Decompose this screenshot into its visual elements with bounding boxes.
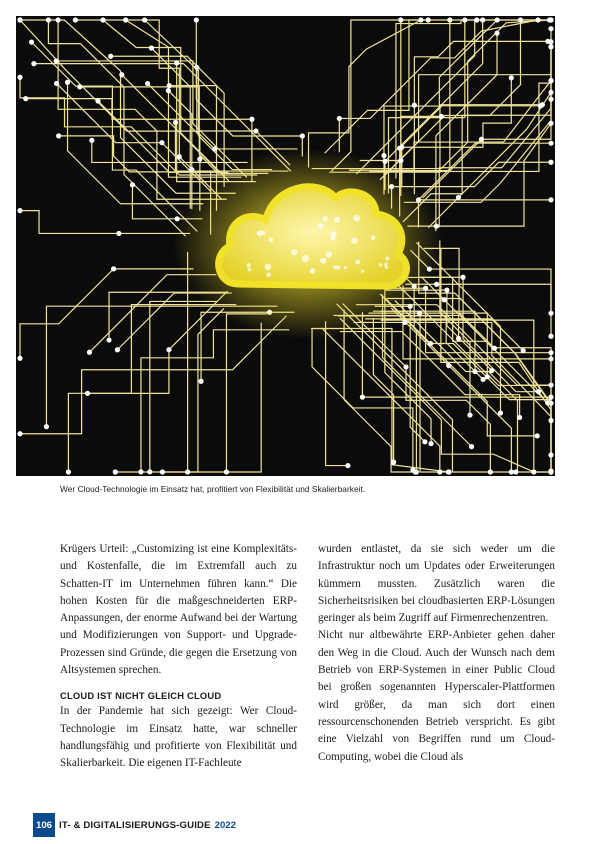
circuit-trace bbox=[150, 301, 217, 471]
circuit-trace bbox=[20, 316, 286, 434]
circuit-pad bbox=[422, 439, 427, 444]
circuit-trace bbox=[366, 319, 524, 351]
page-number: 106 bbox=[33, 813, 55, 837]
circuit-pad bbox=[17, 75, 22, 80]
circuit-pad bbox=[398, 158, 403, 163]
circuit-pad bbox=[360, 395, 365, 400]
publication-title: IT- & DIGITALISIERUNGS-GUIDE bbox=[59, 819, 211, 831]
circuit-pad bbox=[548, 17, 553, 22]
circuit-pad bbox=[513, 469, 518, 474]
circuit-pad bbox=[498, 410, 503, 415]
circuit-pad bbox=[488, 469, 493, 474]
circuit-pad bbox=[119, 72, 124, 77]
circuit-pad bbox=[509, 469, 514, 474]
circuit-pad bbox=[456, 336, 461, 341]
circuit-trace bbox=[145, 20, 272, 170]
circuit-pad bbox=[29, 40, 34, 45]
circuit-pad bbox=[123, 17, 128, 22]
circuit-pad bbox=[439, 114, 444, 119]
circuit-pad bbox=[54, 58, 59, 63]
circuit-pad bbox=[46, 17, 51, 22]
circuit-pad bbox=[17, 431, 22, 436]
circuit-pad bbox=[535, 433, 540, 438]
publication-year: 2022 bbox=[214, 819, 237, 831]
circuit-pad bbox=[391, 460, 396, 465]
circuit-trace bbox=[196, 20, 302, 156]
circuit-pad bbox=[106, 337, 111, 342]
circuit-pad bbox=[17, 356, 22, 361]
cloud-sparkle bbox=[384, 262, 388, 266]
circuit-pad bbox=[142, 17, 147, 22]
circuit-pad bbox=[485, 374, 490, 379]
circuit-pad bbox=[442, 297, 447, 302]
circuit-pad bbox=[194, 17, 199, 22]
cloud-sparkle bbox=[371, 235, 376, 240]
circuit-pad bbox=[194, 65, 199, 70]
circuit-trace bbox=[370, 47, 551, 172]
circuit-pad bbox=[398, 17, 403, 22]
circuit-trace bbox=[197, 67, 290, 164]
circuit-pad bbox=[548, 90, 553, 95]
circuit-pad bbox=[159, 140, 164, 145]
cloud-sparkle bbox=[302, 255, 309, 262]
circuit-pad bbox=[87, 350, 92, 355]
circuit-pad bbox=[185, 469, 190, 474]
circuit-pad bbox=[548, 468, 553, 473]
cloud-sparkle bbox=[361, 270, 364, 273]
circuit-trace bbox=[103, 20, 228, 181]
circuit-pad bbox=[95, 98, 100, 103]
cloud-sparkle bbox=[318, 223, 324, 229]
circuit-pad bbox=[418, 17, 423, 22]
cloud-sparkle bbox=[355, 260, 360, 265]
circuit-pad bbox=[198, 379, 203, 384]
circuit-pad bbox=[548, 334, 553, 339]
circuit-pad bbox=[489, 368, 494, 373]
circuit-pad bbox=[548, 382, 553, 387]
circuit-pad bbox=[108, 54, 113, 59]
circuit-trace bbox=[429, 92, 551, 227]
circuit-pad bbox=[113, 469, 118, 474]
cloud-sparkle bbox=[310, 268, 316, 274]
cloud-sparkle bbox=[268, 237, 273, 242]
circuit-pad bbox=[337, 116, 342, 121]
circuit-pad bbox=[403, 364, 408, 369]
paragraph: Krügers Urteil: „Customizing ist eine Komplexitäts- und Kostenfalle, die im Extremfall auch zu Schatten-IT im Unternehmen führen kann.“ Die hohen Kosten für die maßgeschneiderten ERP-Anpassungen, der enorme Aufwand bei der Wartung und Modifizierungen von Support- und Upgrade-Prozessen sind Gründe, die gegen die Ersetzung von Altsystemen sprechen. bbox=[60, 543, 297, 677]
circuit-trace bbox=[423, 29, 551, 198]
circuit-pad bbox=[100, 17, 105, 22]
circuit-trace bbox=[68, 305, 235, 472]
circuit-pad bbox=[509, 75, 514, 80]
circuit-pad bbox=[382, 159, 387, 164]
circuit-pad bbox=[212, 146, 217, 151]
circuit-pad bbox=[479, 137, 484, 142]
paragraph: wurden entlastet, da sie sich weder um die Infrastruktur noch um Updates oder Erweiterungen kümmern mussten. Zusätzlich waren die Sicherheitsrisiken bei cloudbasierten ERP-Lösungen geringer als beim Zugriff auf Firmenrechenzentren. bbox=[318, 543, 555, 625]
circuit-pad bbox=[518, 17, 523, 22]
circuit-trace bbox=[436, 33, 497, 231]
circuit-pad bbox=[548, 356, 553, 361]
circuit-pad bbox=[444, 288, 449, 293]
section-heading: CLOUD IST NICHT GLEICH CLOUD bbox=[60, 690, 222, 702]
circuit-trace bbox=[122, 75, 268, 174]
circuit-trace bbox=[339, 20, 538, 152]
cloud-sparkle bbox=[291, 249, 297, 255]
circuit-pad bbox=[116, 231, 121, 236]
cloud-sparkle bbox=[326, 251, 332, 257]
circuit-pad bbox=[540, 102, 545, 107]
circuit-pad bbox=[189, 167, 194, 172]
circuit-pad bbox=[65, 80, 70, 85]
image-caption: Wer Cloud-Technologie im Einsatz hat, profitiert von Flexibilität und Skalierbarkeit. bbox=[60, 484, 366, 494]
circuit-pad bbox=[381, 153, 386, 158]
circuit-pad bbox=[531, 469, 536, 474]
circuit-trace bbox=[312, 20, 551, 169]
circuit-trace bbox=[406, 284, 551, 336]
circuit-pad bbox=[173, 120, 178, 125]
circuit-pad bbox=[73, 17, 78, 22]
circuit-trace bbox=[26, 99, 252, 182]
circuit-pad bbox=[447, 17, 452, 22]
circuit-pad bbox=[166, 347, 171, 352]
cloud-sparkle bbox=[320, 258, 326, 264]
article-column-right bbox=[318, 541, 555, 766]
circuit-pad bbox=[17, 17, 22, 22]
cloud-sparkle bbox=[353, 215, 360, 222]
circuit-pad bbox=[426, 17, 431, 22]
circuit-pad bbox=[111, 266, 116, 271]
circuit-pad bbox=[460, 275, 465, 280]
circuit-pad bbox=[77, 84, 82, 89]
circuit-pad bbox=[548, 121, 553, 126]
circuit-pad bbox=[492, 346, 497, 351]
cloud-sparkle bbox=[247, 268, 251, 272]
circuit-pad bbox=[428, 441, 433, 446]
circuit-pad bbox=[548, 97, 553, 102]
circuit-pad bbox=[31, 61, 36, 66]
circuit-pad bbox=[545, 400, 550, 405]
circuit-pad bbox=[147, 469, 152, 474]
circuit-pad bbox=[23, 96, 28, 101]
circuit-trace bbox=[357, 20, 551, 174]
cloud-sparkle bbox=[266, 272, 271, 277]
circuit-trace bbox=[141, 330, 289, 472]
circuit-pad bbox=[17, 208, 22, 213]
circuit-trace bbox=[111, 56, 224, 186]
circuit-pad bbox=[548, 350, 553, 355]
cloud-sparkle bbox=[351, 237, 357, 243]
circuit-pad bbox=[480, 17, 485, 22]
circuit-pad bbox=[446, 469, 451, 474]
circuit-pad bbox=[397, 146, 402, 151]
circuit-pad bbox=[300, 133, 305, 138]
circuit-pad bbox=[428, 341, 433, 346]
circuit-pad bbox=[521, 348, 526, 353]
circuit-pad bbox=[249, 117, 254, 122]
circuit-pad bbox=[85, 391, 90, 396]
circuit-pad bbox=[548, 26, 553, 31]
circuit-pad bbox=[548, 44, 553, 49]
cloud-sparkle bbox=[265, 264, 272, 271]
circuit-pad bbox=[167, 83, 172, 88]
circuit-pad bbox=[494, 31, 499, 36]
cloud-sparkle bbox=[344, 266, 347, 269]
circuit-pad bbox=[469, 444, 474, 449]
circuit-pad bbox=[166, 88, 171, 93]
circuit-pad bbox=[535, 17, 540, 22]
circuit-pad bbox=[130, 182, 135, 187]
circuit-pad bbox=[548, 452, 553, 457]
paragraph: Nicht nur altbewährte ERP-Anbieter gehen daher den Weg in die Cloud. Auch der Wunsch nach dem Betrieb von ERP-Systemen in einer Public Cloud bei großen sogenannten Hyperscaler-Plattformen wird größer, da man sich dort einen ressourcenschonenden Betrieb verspricht. Es gibt eine Vielzahl von Begriffen rund um Cloud-Computing, wobei die Cloud als bbox=[318, 629, 555, 763]
paragraph: In der Pandemie hat sich gezeigt: Wer Cloud-Technologie im Einsatz hatte, war schneller handlungsfähig und profitierte von Flexibilität und Skalierbarkeit. Die eigenen IT-Fachleute bbox=[60, 705, 297, 770]
cloud-sparkle bbox=[261, 231, 265, 235]
circuit-pad bbox=[548, 311, 553, 316]
circuit-pad bbox=[412, 103, 417, 108]
circuit-pad bbox=[402, 320, 407, 325]
circuit-pad bbox=[138, 469, 143, 474]
cloud-sparkle bbox=[336, 266, 340, 270]
circuit-pad bbox=[54, 81, 59, 86]
circuit-trace bbox=[309, 20, 421, 167]
circuit-pad bbox=[548, 418, 553, 423]
page-footer bbox=[33, 813, 236, 837]
circuit-pad bbox=[548, 197, 553, 202]
circuit-pad bbox=[56, 17, 61, 22]
circuit-pad bbox=[89, 138, 94, 143]
circuit-pad bbox=[467, 412, 472, 417]
hero-image bbox=[16, 16, 555, 476]
circuit-pad bbox=[456, 195, 461, 200]
circuit-pad bbox=[548, 160, 553, 165]
circuit-pad bbox=[149, 45, 154, 50]
circuit-pad bbox=[417, 311, 422, 316]
circuit-pad bbox=[224, 469, 229, 474]
circuit-trace bbox=[440, 241, 470, 415]
circuit-pad bbox=[462, 17, 467, 22]
circuit-pad bbox=[434, 282, 439, 287]
cloud-circuit-illustration bbox=[16, 16, 555, 476]
circuit-pad bbox=[253, 128, 258, 133]
circuit-pad bbox=[177, 154, 182, 159]
circuit-trace bbox=[162, 323, 261, 472]
cloud-sparkle bbox=[385, 257, 389, 261]
circuit-trace bbox=[360, 116, 441, 160]
cloud-sparkle bbox=[323, 216, 328, 221]
circuit-pad bbox=[414, 469, 419, 474]
cloud-sparkle bbox=[257, 231, 261, 235]
cloud-sparkle bbox=[379, 263, 382, 266]
circuit-pad bbox=[44, 424, 49, 429]
circuit-pad bbox=[548, 39, 553, 44]
circuit-pad bbox=[517, 415, 522, 420]
cloud-sparkle bbox=[334, 217, 340, 223]
circuit-pad bbox=[548, 78, 553, 83]
circuit-pad bbox=[536, 389, 541, 394]
circuit-pad bbox=[345, 463, 350, 468]
circuit-pad bbox=[145, 81, 150, 86]
circuit-trace bbox=[391, 308, 511, 472]
circuit-pad bbox=[474, 17, 479, 22]
circuit-pad bbox=[437, 469, 442, 474]
circuit-pad bbox=[446, 363, 451, 368]
circuit-pad bbox=[495, 17, 500, 22]
circuit-pad bbox=[548, 395, 553, 400]
article-column-left bbox=[60, 541, 297, 773]
cloud-sparkle bbox=[247, 263, 251, 267]
circuit-pad bbox=[174, 60, 179, 65]
circuit-pad bbox=[66, 469, 71, 474]
circuit-pad bbox=[548, 141, 553, 146]
circuit-pad bbox=[56, 133, 61, 138]
circuit-pad bbox=[115, 347, 120, 352]
circuit-pad bbox=[160, 469, 165, 474]
circuit-pad bbox=[197, 157, 202, 162]
circuit-pad bbox=[472, 369, 477, 374]
cloud-sparkle bbox=[330, 231, 337, 238]
